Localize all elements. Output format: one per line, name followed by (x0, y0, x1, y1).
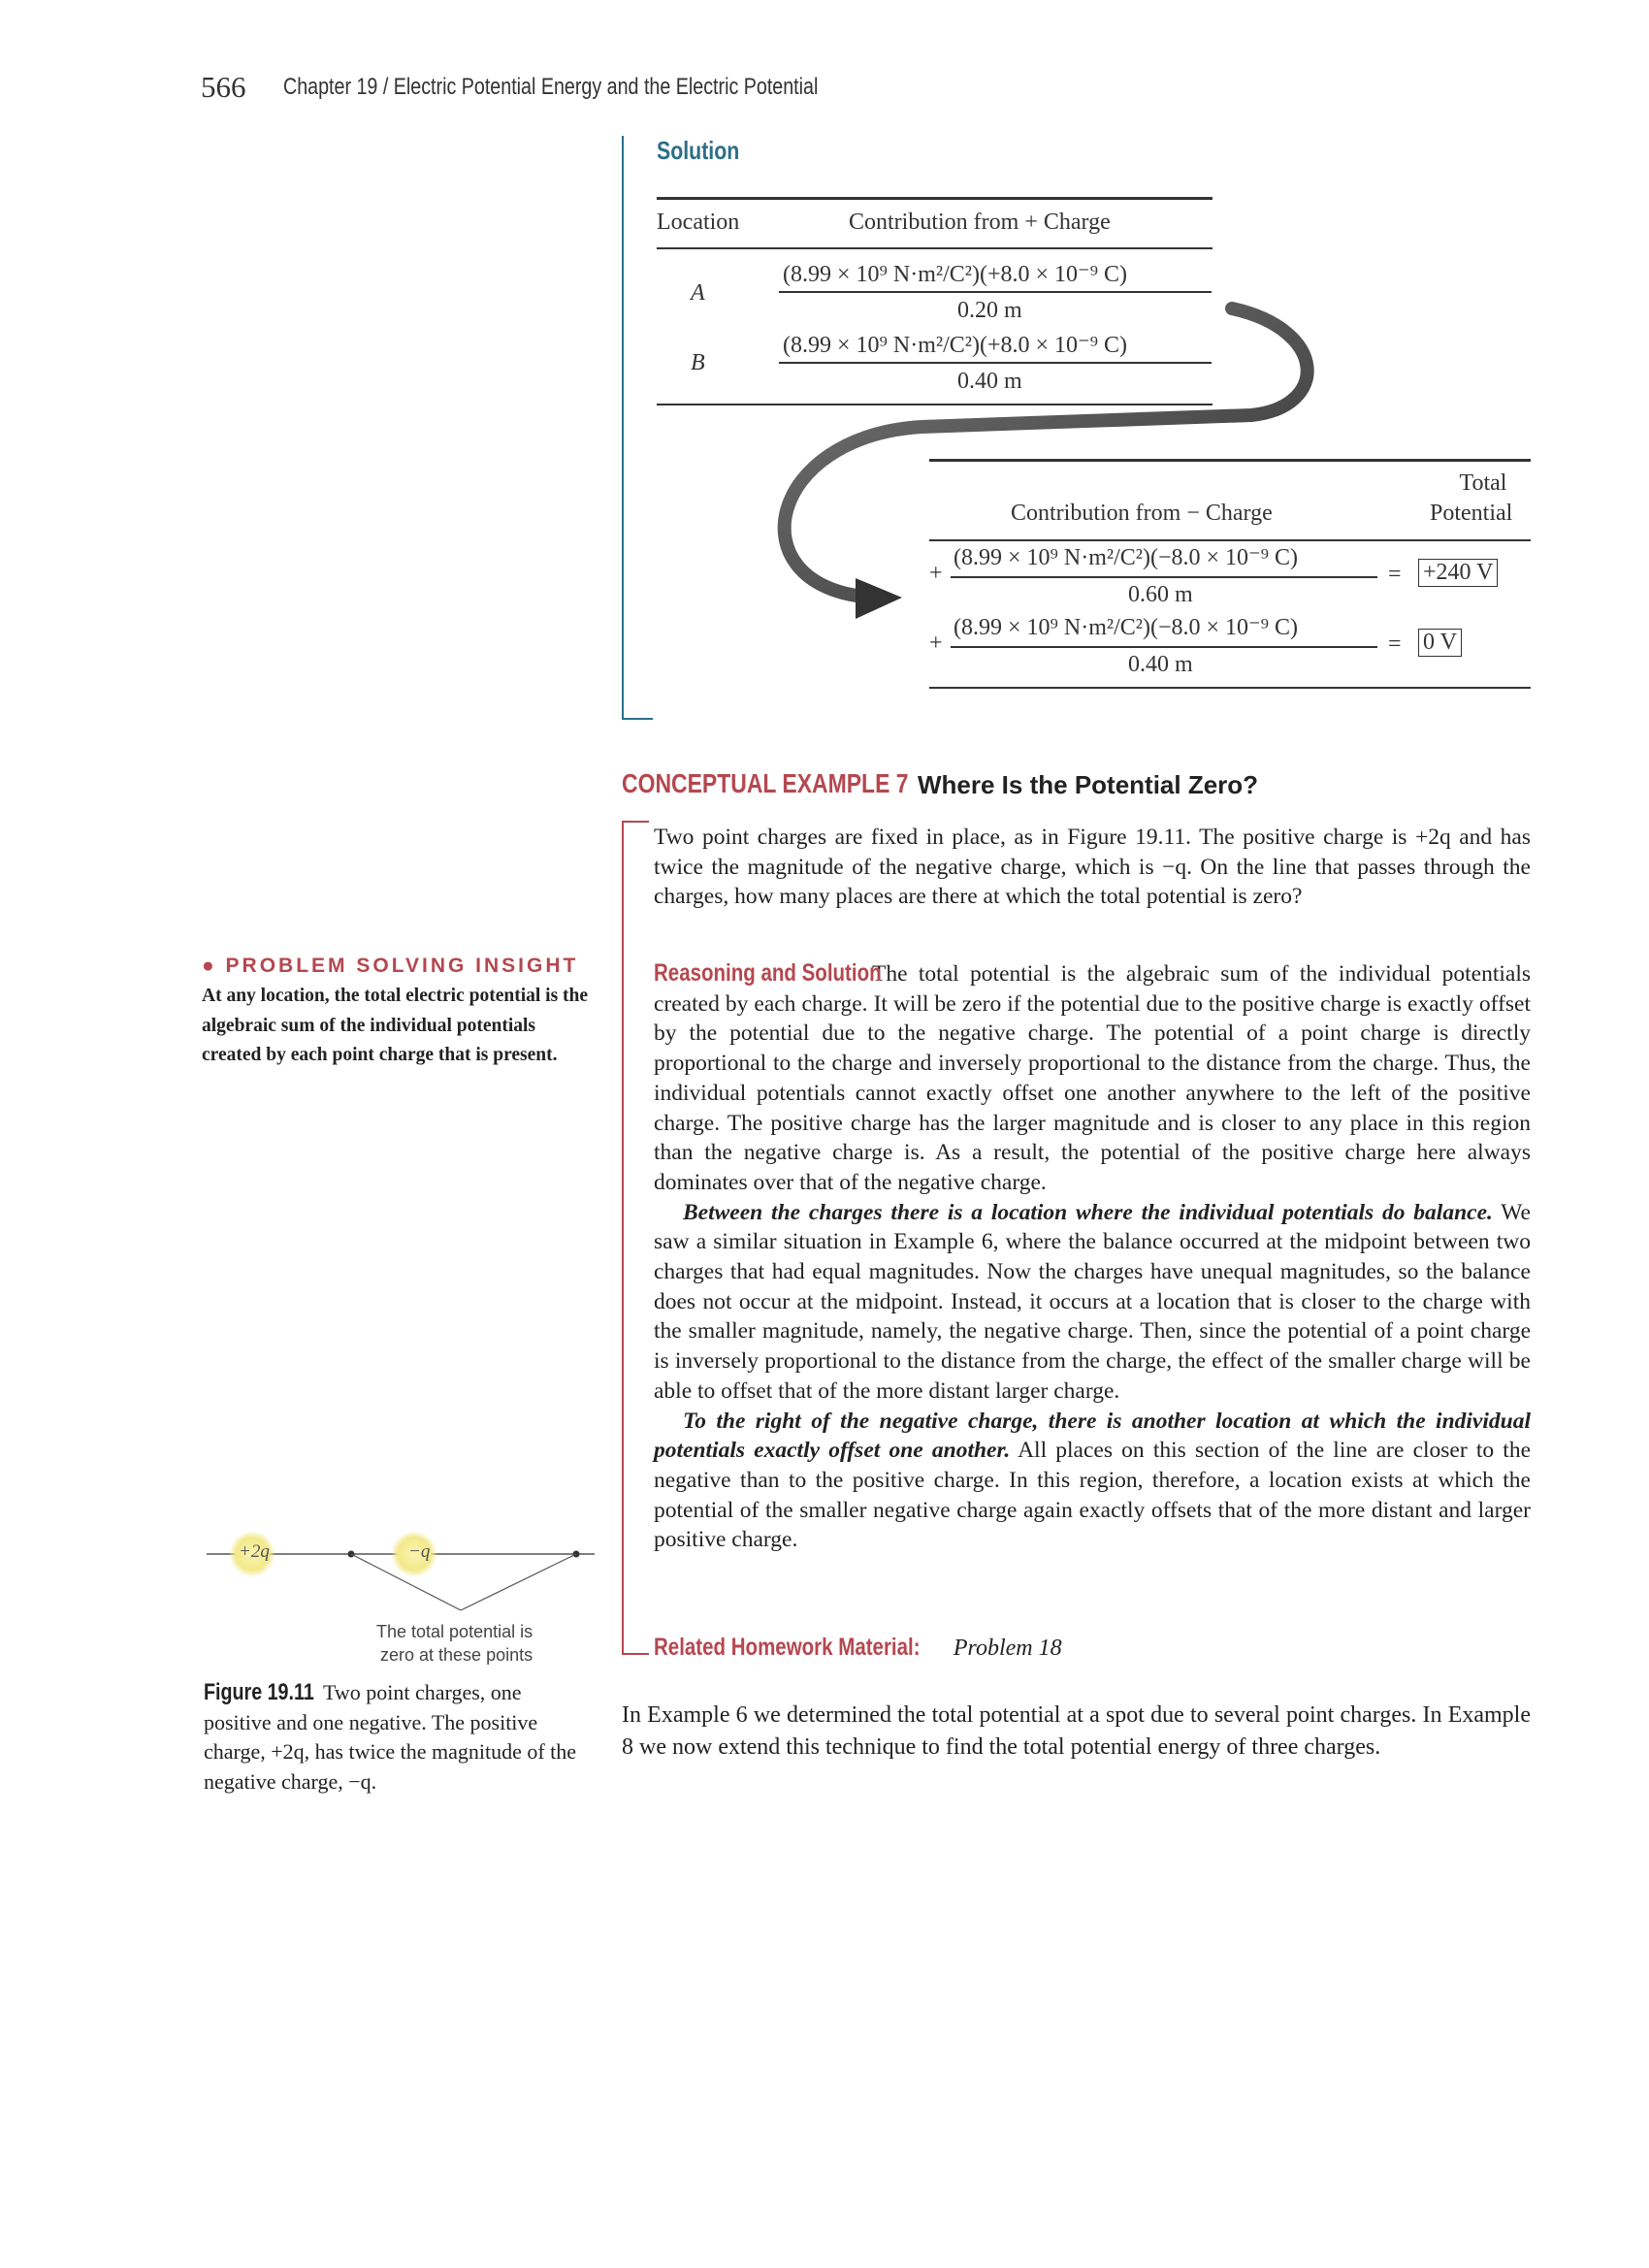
table2-header-total-1: Total (1459, 470, 1507, 496)
related-homework (654, 1634, 1062, 1662)
reasoning-paragraph-1: The total potential is the algebraic sum of the individual potentials created by each charge. It will be zero if the potential due to the positive charge is exactly offset by the potential due to the negative charge. The potential of a point charge is directly proportional to the charge and inversely proportional to the distance from the charge. Thus, the individual potentials cannot exactly offset one another anywhere to the left of the positive charge. The positive charge has the larger magnitude and is closer to any place in this region than the negative charge is. As a result, the potential of the positive charge here always dominates over that of the negative charge. (654, 961, 1531, 1195)
example-bracket (622, 821, 624, 1655)
table2-header-total-2: Potential (1430, 501, 1513, 526)
example-reasoning (654, 958, 1531, 1555)
example-question: Two point charges are fixed in place, as in Figure 19.11. The positive charge is +2q and has twice the magnitude of the negative charge, which is −q. On the line that passes through the charges, how many places are there at which the total potential is zero? (654, 825, 1531, 910)
table1-header-location: Location (657, 210, 740, 235)
table2-bottom-rule (929, 687, 1531, 689)
example-label: CONCEPTUAL EXAMPLE 7 (622, 768, 909, 798)
reasoning-emphasis-3: To the right of the negative charge, there is another location at which the individual potentials exactly offset one another. (654, 1408, 1531, 1464)
table2-row2-equals: = (1388, 632, 1402, 657)
closing-paragraph: In Example 6 we determined the total potential at a spot due to several point charges. In Example 8 we now extend this technique to find the total potential energy of three charges. (622, 1702, 1531, 1760)
table2-row2-total: 0 V (1418, 629, 1462, 657)
table2-row2-sign: + (929, 631, 943, 656)
table1-row-b-location: B (691, 350, 705, 375)
table1-top-rule (657, 197, 1212, 200)
example-bracket-foot (622, 1653, 649, 1655)
table2-header-rule (929, 539, 1531, 541)
table2-row1-denominator: 0.60 m (1128, 582, 1193, 607)
table2-row2-denominator: 0.40 m (1128, 652, 1193, 677)
example-title: Where Is the Potential Zero? (918, 770, 1259, 799)
related-label: Related Homework Material: (654, 1634, 921, 1661)
table1-row-a-denominator: 0.20 m (957, 298, 1022, 323)
positive-charge-label: +2q (239, 1541, 270, 1562)
table1-row-a-location: A (691, 280, 705, 306)
related-value: Problem 18 (953, 1636, 1062, 1661)
solution-bracket (622, 136, 624, 718)
reasoning-paragraph-3: All places on this section of the line are closer to the negative than to the positive charge. In this region, therefore, a location exists at which the potential of the smaller negative charge again exactly offsets that of the more distant and larger positive charge. (654, 1438, 1532, 1553)
reasoning-label: Reasoning and Solution (654, 959, 882, 987)
figure-annotation: The total potential is zero at these points (376, 1622, 534, 1665)
table2-row2-numerator: (8.99 × 10⁹ N·m²/C²)(−8.0 × 10⁻⁹ C) (954, 615, 1299, 640)
table2-top-rule (929, 459, 1531, 462)
table2-row1-equals: = (1388, 562, 1402, 587)
table1-header-rule (657, 247, 1212, 249)
solution-bracket-foot (622, 718, 653, 720)
table1-row-b-denominator: 0.40 m (957, 369, 1022, 394)
figure-19-11-diagram (199, 1521, 606, 1628)
table1-header-contribution: Contribution from + Charge (849, 210, 1111, 235)
example-bracket-head (622, 821, 649, 823)
solution-label: Solution (657, 136, 740, 165)
insight-bullet-icon: ● (202, 955, 217, 977)
table2-row1-total: +240 V (1418, 559, 1498, 587)
insight-box (202, 955, 595, 1071)
page-number: 566 (201, 70, 246, 104)
reasoning-paragraph-2: We saw a similar situation in Example 6, where the balance occurred at the midpoint between two charges that had equal magnitudes. Now the charges have unequal magnitudes, so the balance does not occur at the midpoint. Instead, it occurs at a location that is closer to the charge with the smaller magnitude, namely, the negative charge. Then, since the potential of a point charge is inversely proportional to the distance from the charge, the effect of the smaller charge will be able to offset that of the more distant larger charge. (654, 1199, 1531, 1404)
table1-row-b-numerator: (8.99 × 10⁹ N·m²/C²)(+8.0 × 10⁻⁹ C) (783, 333, 1128, 358)
table2-row1-numerator: (8.99 × 10⁹ N·m²/C²)(−8.0 × 10⁻⁹ C) (954, 545, 1299, 570)
insight-title: ● PROBLEM SOLVING INSIGHT (202, 955, 579, 977)
figure-caption-text: Two point charges, one positive and one negative. The positive charge, +2q, has twice the magnitude of the negative charge, −q. (204, 1680, 577, 1794)
table2-row1-sign: + (929, 561, 943, 586)
figure-caption-label: Figure 19.11 (204, 1679, 314, 1705)
reasoning-emphasis-2: Between the charges there is a location where the individual potentials do balance. (683, 1199, 1493, 1225)
table1-row-a-numerator: (8.99 × 10⁹ N·m²/C²)(+8.0 × 10⁻⁹ C) (783, 262, 1128, 287)
insight-body: At any location, the total electric potential is the algebraic sum of the individual potentials created by each point charge that is present. (202, 986, 589, 1065)
figure-caption (204, 1678, 592, 1797)
negative-charge-label: −q (408, 1541, 431, 1562)
table2-row2-fraction-bar (951, 646, 1377, 648)
chapter-title: Chapter 19 / Electric Potential Energy and the Electric Potential (283, 74, 819, 100)
table2-row1-fraction-bar (951, 576, 1377, 578)
table2-header-contribution: Contribution from − Charge (1011, 501, 1273, 526)
continuation-arrow (747, 291, 1348, 640)
